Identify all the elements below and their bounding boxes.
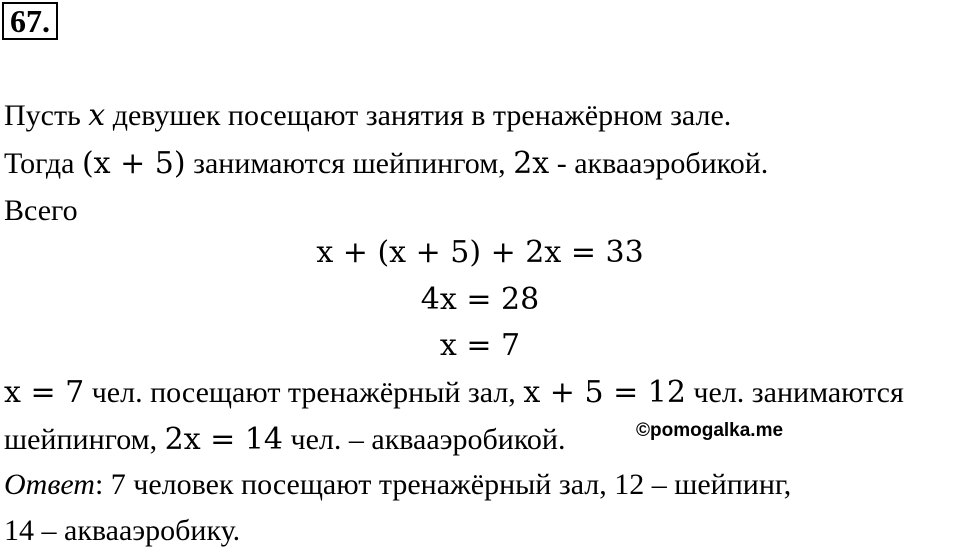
math-variable: x [88, 98, 106, 133]
math-expression: 2x = 14 [164, 422, 283, 457]
result-line-1 [4, 374, 904, 412]
text-segment: : [94, 468, 104, 501]
text-segment: Пусть [4, 99, 89, 132]
answer-line-2 [4, 512, 240, 550]
text-line-2 [4, 145, 768, 183]
text-segment: шейпингом, [4, 423, 165, 456]
equation-3: x = 7 [439, 328, 521, 363]
equation-2: 4x = 28 [420, 282, 540, 317]
text-segment: девушек посещают занятия в тренажёрном зале. [105, 99, 732, 132]
math-expression: x = 7 [4, 375, 85, 410]
problem-number: 67. [2, 2, 58, 40]
text-line-3 [4, 192, 78, 230]
text-segment: занимаются шейпингом, [185, 147, 514, 180]
answer-label: Ответ [4, 468, 95, 501]
text-segment: чел. посещают тренажёрный зал, [84, 376, 524, 409]
text-segment: - аквааэробикой. [549, 147, 769, 180]
text-segment: Тогда [4, 147, 82, 180]
answer-line-1 [4, 466, 791, 504]
text-segment: Всего [4, 194, 78, 227]
math-expression: x + 5 = 12 [523, 375, 686, 410]
watermark: ©pomogalka.me [636, 420, 784, 441]
text-line-1 [4, 97, 731, 135]
text-segment: чел. – аквааэробикой. [283, 423, 566, 456]
equation-1: x + (x + 5) + 2x = 33 [316, 235, 644, 270]
result-line-2 [4, 421, 565, 459]
text-segment: 7 человек посещают тренажёрный зал, 12 – шейпинг, [103, 468, 792, 501]
math-expression: (x + 5) [81, 146, 186, 181]
text-segment: чел. занимаются [685, 376, 904, 409]
text-segment: 14 – аквааэробику. [4, 514, 241, 547]
math-expression: 2x [513, 146, 550, 181]
